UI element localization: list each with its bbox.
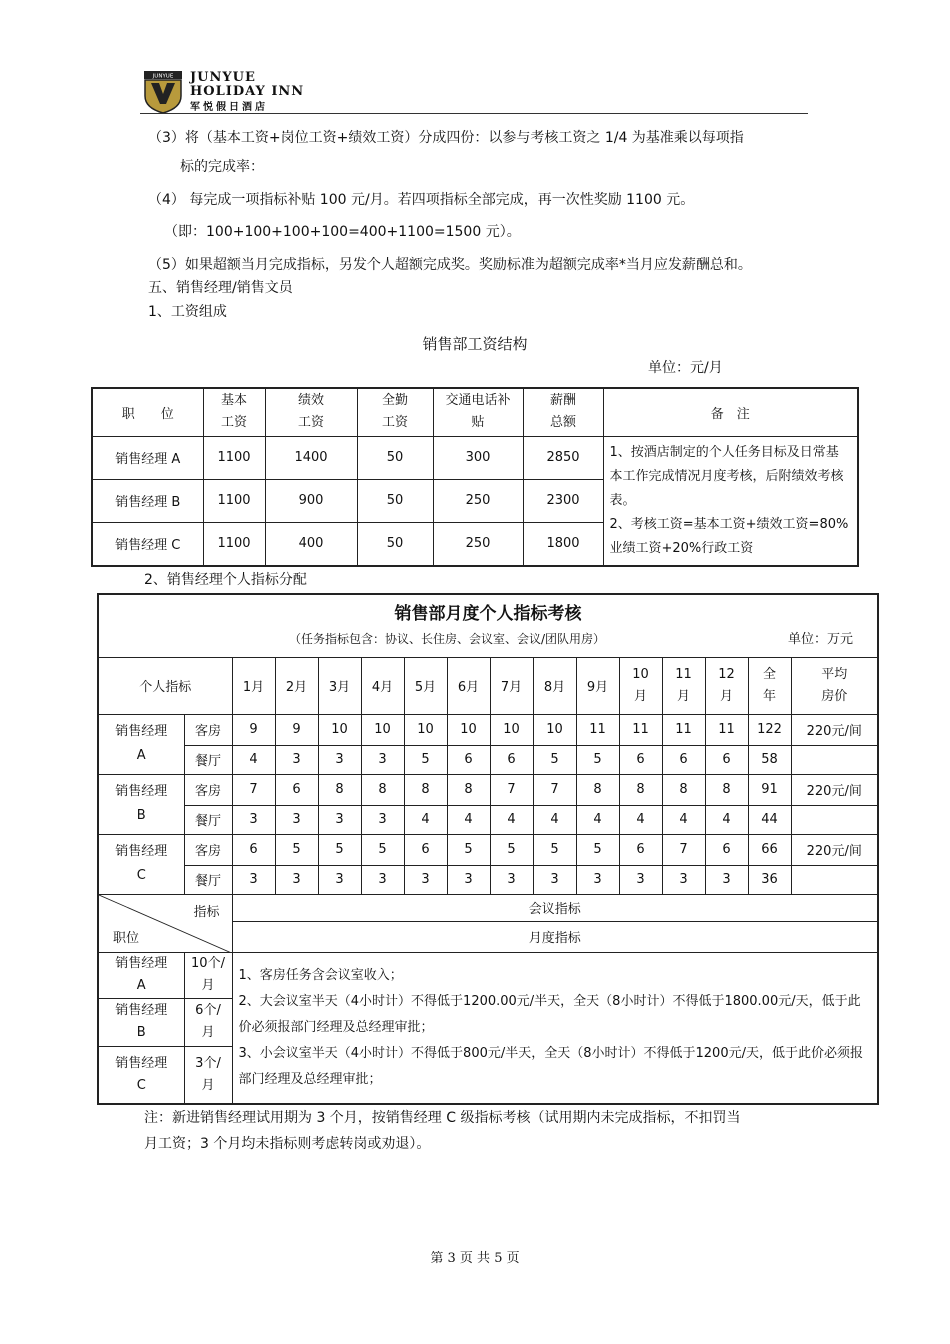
kpi-value: 3	[232, 865, 275, 894]
table-row	[98, 952, 878, 998]
header-rule	[140, 113, 808, 114]
th-month: 7月	[490, 657, 533, 714]
kpi-value: 3	[318, 865, 361, 894]
diag-top-label: 指标	[193, 904, 220, 920]
kpi-row	[98, 774, 878, 805]
kpi-value: 9	[232, 714, 275, 745]
kpi-value: 220元/间	[791, 714, 878, 745]
kpi-value: 8	[662, 774, 705, 805]
th-month: 1月	[232, 657, 275, 714]
table-row	[92, 436, 858, 479]
cell-value: 1100	[203, 436, 265, 479]
kpi-value: 4	[232, 745, 275, 774]
kpi-value: 11	[662, 714, 705, 745]
para-3-line2: 标的完成率：	[180, 159, 264, 175]
kpi-value: 3	[275, 805, 318, 834]
kpi-value: 4	[619, 805, 662, 834]
kpi-row	[98, 805, 878, 834]
kpi-value	[791, 865, 878, 894]
manager-name: 销售经理 B	[98, 998, 184, 1046]
salary-structure-table	[91, 387, 859, 567]
cell-value: 300	[433, 436, 523, 479]
logo-top-text: JUNYUE	[152, 73, 174, 80]
kpi-value: 7	[533, 774, 576, 805]
table2-unit: 单位：万元	[787, 632, 853, 647]
kpi-value: 4	[705, 805, 748, 834]
table2-title-row	[98, 594, 878, 657]
kpi-value: 6	[275, 774, 318, 805]
table2-subtitle-wrap	[99, 628, 877, 652]
table2-title: 销售部月度个人指标考核	[394, 604, 582, 624]
kpi-value: 5	[576, 745, 619, 774]
kpi-value: 3	[361, 805, 404, 834]
note-line1: 注：新进销售经理试用期为 3 个月，按销售经理 C 级指标考核（试用期内未完成指标，不扣罚当	[144, 1110, 741, 1126]
kpi-value: 3	[275, 745, 318, 774]
kpi-value: 8	[705, 774, 748, 805]
remarks-cell: 1、按酒店制定的个人任务目标及日常基本工作完成情况月度考核，后附绩效考核表。 2、考核工资=基本工资+绩效工资=80%业绩工资+20%行政工资	[603, 436, 858, 566]
kpi-category: 客房	[184, 714, 232, 745]
cell-value: 400	[265, 522, 357, 565]
kpi-value: 6	[662, 745, 705, 774]
kpi-value: 6	[232, 834, 275, 865]
cell-value: 1100	[203, 522, 265, 565]
th-position: 职 位	[92, 388, 203, 436]
kpi-value: 4	[404, 805, 447, 834]
para-4-line1: （4） 每完成一项指标补贴 100 元/月。若四项指标全部完成，再一次性奖励 1100 元。	[148, 192, 695, 208]
monthly-kpi-table	[97, 593, 879, 1105]
kpi-value: 5	[361, 834, 404, 865]
page-number: 第 3 页 共 5 页	[430, 1251, 520, 1266]
kpi-value: 6	[619, 745, 662, 774]
kpi-category: 餐厅	[184, 865, 232, 894]
kpi-value: 7	[490, 774, 533, 805]
kpi-category: 客房	[184, 774, 232, 805]
cell-value: 900	[265, 479, 357, 522]
th-performance-salary: 绩效 工资	[265, 388, 357, 436]
th-month: 10 月	[619, 657, 662, 714]
kpi-category: 餐厅	[184, 805, 232, 834]
cell-value: 1800	[523, 522, 603, 565]
kpi-value: 91	[748, 774, 791, 805]
kpi-value: 3	[232, 805, 275, 834]
kpi-value: 3	[275, 865, 318, 894]
kpi-row	[98, 714, 878, 745]
th-month: 2月	[275, 657, 318, 714]
table2-header-row	[98, 657, 878, 714]
kpi-value: 7	[232, 774, 275, 805]
kpi-value: 3	[318, 745, 361, 774]
kpi-value: 11	[576, 714, 619, 745]
meeting-count: 3个/ 月	[184, 1046, 232, 1104]
table1-header-row	[92, 388, 858, 436]
kpi-value: 10	[447, 714, 490, 745]
table2-title-cell	[98, 594, 878, 657]
kpi-value: 4	[662, 805, 705, 834]
kpi-value: 9	[275, 714, 318, 745]
cell-value: 2300	[523, 479, 603, 522]
kpi-value: 4	[533, 805, 576, 834]
diag-bottom-label: 职位	[113, 930, 140, 946]
meeting-notes: 1、客房任务含会议室收入； 2、大会议室半天（4小时计）不得低于1200.00元/半天，全天（8小时计）不得低于1800.00元/天，低于此价必须报部门经理及总经理审批； 3、小会议室半天（4小时计）不得低于800元/半天，全天（8小时计）不得低于1200元/天，低于此价必须报部门经理及总经理审批；	[232, 952, 878, 1104]
kpi-value: 3	[361, 745, 404, 774]
kpi-value: 3	[619, 865, 662, 894]
kpi-value: 6	[404, 834, 447, 865]
kpi-value: 3	[404, 865, 447, 894]
kpi-value: 122	[748, 714, 791, 745]
kpi-value: 11	[705, 714, 748, 745]
kpi-value: 8	[318, 774, 361, 805]
kpi-value: 3	[361, 865, 404, 894]
kpi-value: 3	[318, 805, 361, 834]
th-transport-allowance: 交通电话补 贴	[433, 388, 523, 436]
kpi-value: 3	[447, 865, 490, 894]
subsection-2-heading: 2、销售经理个人指标分配	[144, 572, 307, 588]
kpi-category: 餐厅	[184, 745, 232, 774]
cell-value: 50	[357, 522, 433, 565]
kpi-value: 8	[619, 774, 662, 805]
kpi-value: 3	[533, 865, 576, 894]
para-3-line1: （3）将（基本工资+岗位工资+绩效工资）分成四份：以参与考核工资之 1/4 为基准乘以每项指	[148, 130, 744, 146]
th-month: 9月	[576, 657, 619, 714]
th-month: 3月	[318, 657, 361, 714]
table2-subtitle: （任务指标包含：协议、长住房、会议室、会议/团队用房）	[289, 632, 606, 646]
kpi-value: 5	[447, 834, 490, 865]
kpi-value: 5	[404, 745, 447, 774]
kpi-value: 6	[490, 745, 533, 774]
meeting-kpi-label: 会议指标	[232, 894, 878, 921]
kpi-value: 8	[404, 774, 447, 805]
th-month: 6月	[447, 657, 490, 714]
manager-name: 销售经理 A	[98, 952, 184, 998]
subsection-1-heading: 1、工资组成	[148, 304, 227, 320]
kpi-value: 10	[533, 714, 576, 745]
cell-position: 销售经理 C	[92, 522, 203, 565]
meeting-count: 6个/ 月	[184, 998, 232, 1046]
kpi-value: 4	[576, 805, 619, 834]
manager-name: 销售经理 A	[98, 714, 184, 774]
kpi-value: 6	[705, 745, 748, 774]
kpi-value: 5	[490, 834, 533, 865]
kpi-value: 58	[748, 745, 791, 774]
table1-title: 销售部工资结构	[422, 335, 528, 353]
kpi-value: 220元/间	[791, 834, 878, 865]
diagonal-header-cell	[98, 894, 232, 952]
th-month: 8月	[533, 657, 576, 714]
kpi-row	[98, 865, 878, 894]
kpi-value: 10	[490, 714, 533, 745]
th-avg-room-price: 平均 房价	[791, 657, 878, 714]
cell-position: 销售经理 A	[92, 436, 203, 479]
manager-name: 销售经理 C	[98, 1046, 184, 1104]
para-4-line2: （即：100+100+100+100=400+1100=1500 元）。	[164, 224, 521, 240]
section-5-heading: 五、销售经理/销售文员	[148, 280, 293, 296]
kpi-value: 36	[748, 865, 791, 894]
cell-value: 50	[357, 479, 433, 522]
kpi-value: 44	[748, 805, 791, 834]
kpi-value: 11	[619, 714, 662, 745]
kpi-value: 10	[361, 714, 404, 745]
kpi-row	[98, 834, 878, 865]
th-base-salary: 基本 工资	[203, 388, 265, 436]
th-annual: 全 年	[748, 657, 791, 714]
kpi-category: 客房	[184, 834, 232, 865]
kpi-value: 8	[447, 774, 490, 805]
kpi-value: 5	[318, 834, 361, 865]
kpi-value: 66	[748, 834, 791, 865]
kpi-value: 10	[404, 714, 447, 745]
kpi-value: 5	[576, 834, 619, 865]
kpi-value: 8	[361, 774, 404, 805]
kpi-value: 3	[490, 865, 533, 894]
th-month: 5月	[404, 657, 447, 714]
cell-value: 250	[433, 522, 523, 565]
cell-value: 50	[357, 436, 433, 479]
table1-unit: 单位：元/月	[648, 360, 723, 376]
meeting-count: 10个/ 月	[184, 952, 232, 998]
brand-name-line2: HOLIDAY INN	[190, 84, 305, 99]
cell-value: 250	[433, 479, 523, 522]
manager-name: 销售经理 C	[98, 834, 184, 894]
note-line2: 月工资；3 个月均未指标则考虑转岗或劝退）。	[144, 1136, 431, 1152]
th-month: 11 月	[662, 657, 705, 714]
th-total-salary: 薪酬 总额	[523, 388, 603, 436]
table2-meeting-header-row	[98, 894, 878, 921]
cell-value: 2850	[523, 436, 603, 479]
monthly-kpi-label: 月度指标	[232, 921, 878, 952]
th-remarks: 备 注	[603, 388, 858, 436]
kpi-value: 8	[576, 774, 619, 805]
hotel-logo-icon	[143, 70, 183, 114]
kpi-value: 4	[447, 805, 490, 834]
cell-position: 销售经理 B	[92, 479, 203, 522]
th-attendance-salary: 全勤 工资	[357, 388, 433, 436]
brand-name-line1: JUNYUE	[190, 70, 256, 85]
kpi-value: 3	[576, 865, 619, 894]
kpi-value: 5	[275, 834, 318, 865]
kpi-value: 220元/间	[791, 774, 878, 805]
th-month: 4月	[361, 657, 404, 714]
para-5: （5）如果超额当月完成指标，另发个人超额完成奖。奖励标准为超额完成率*当月应发薪酬总和。	[148, 257, 752, 273]
kpi-value: 6	[705, 834, 748, 865]
kpi-value: 6	[447, 745, 490, 774]
cell-value: 1100	[203, 479, 265, 522]
kpi-value: 5	[533, 745, 576, 774]
manager-name: 销售经理 B	[98, 774, 184, 834]
th-month: 12 月	[705, 657, 748, 714]
kpi-value	[791, 805, 878, 834]
kpi-value: 10	[318, 714, 361, 745]
kpi-value: 3	[662, 865, 705, 894]
kpi-value: 3	[705, 865, 748, 894]
brand-name-line3: 军悦假日酒店	[190, 102, 268, 113]
kpi-value	[791, 745, 878, 774]
cell-value: 1400	[265, 436, 357, 479]
kpi-value: 6	[619, 834, 662, 865]
kpi-value: 5	[533, 834, 576, 865]
th-personal-kpi: 个人指标	[98, 657, 232, 714]
kpi-value: 7	[662, 834, 705, 865]
kpi-value: 4	[490, 805, 533, 834]
kpi-row	[98, 745, 878, 774]
kpi-body	[98, 714, 878, 894]
